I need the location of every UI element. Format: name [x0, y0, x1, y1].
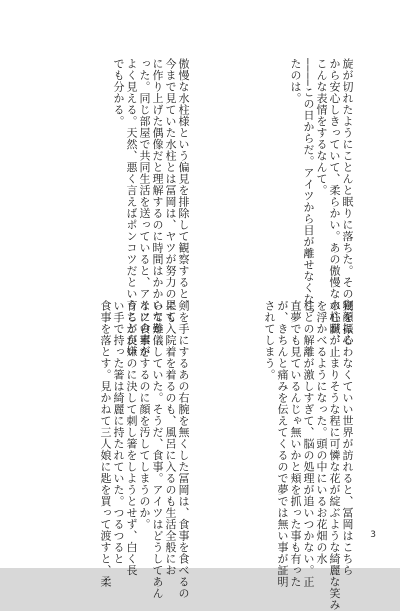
text-block-left-bottom: 剣を手にするあの右腕を無くした冨岡は、食事を食べるの にも入院着を着るのも、風呂に入るのも生活全般にお いて難儀していた。そうだ、食事。アイツはどうしてあん なに食事をするのに顔を汚してしまうのか。 育ちが良いのに決して刺し箸をしようとせず、白く長 い手で持った箸は綺麗に持たれていた。つるつると 食事を落とす。見かねて三人娘に匙を買って渡すと、柔: [98, 300, 188, 599]
text-block-right-top: 旋が切れたようにことんと眠りに落ちた。その寝顔は心 から安心しきっていて、柔らかい。あの傲慢な水柱が、 こんな表情をするなんて。 ――――この日からだ。アイツから目が離せなくなっ たのは。: [288, 58, 352, 346]
text-block-left-top: 傲慢な水柱様という偏見を排除して観察すると、 今まで見ていた水柱とは冨岡は、ヤツが努力の果て に作り上げた偶像だと理解するのに時間はかからなか った。同じ部屋で共同生活を送っていると、アイツの素が よく見える。天然、悪く言えばポンコツだということが嫌 でも分かる。: [111, 58, 188, 357]
text-block-right-bottom: 剣を振るわなくていい世界が訪れると、冨岡はこちら の心臓が止まりそうな程に可憐な花が綻ぶような綺麗な笑み を浮かべるようになった。頭の中にいるお花畑の水 柱との解離が激しすぎて、脳の処理が追いつかない。正 直夢でも見ているんじゃ無いかと頬を抓った事も有った が、きちんと痛みを伝えてくるので夢では無い事が証明 されてしまう。: [262, 300, 352, 611]
page-number: 3: [370, 530, 376, 540]
